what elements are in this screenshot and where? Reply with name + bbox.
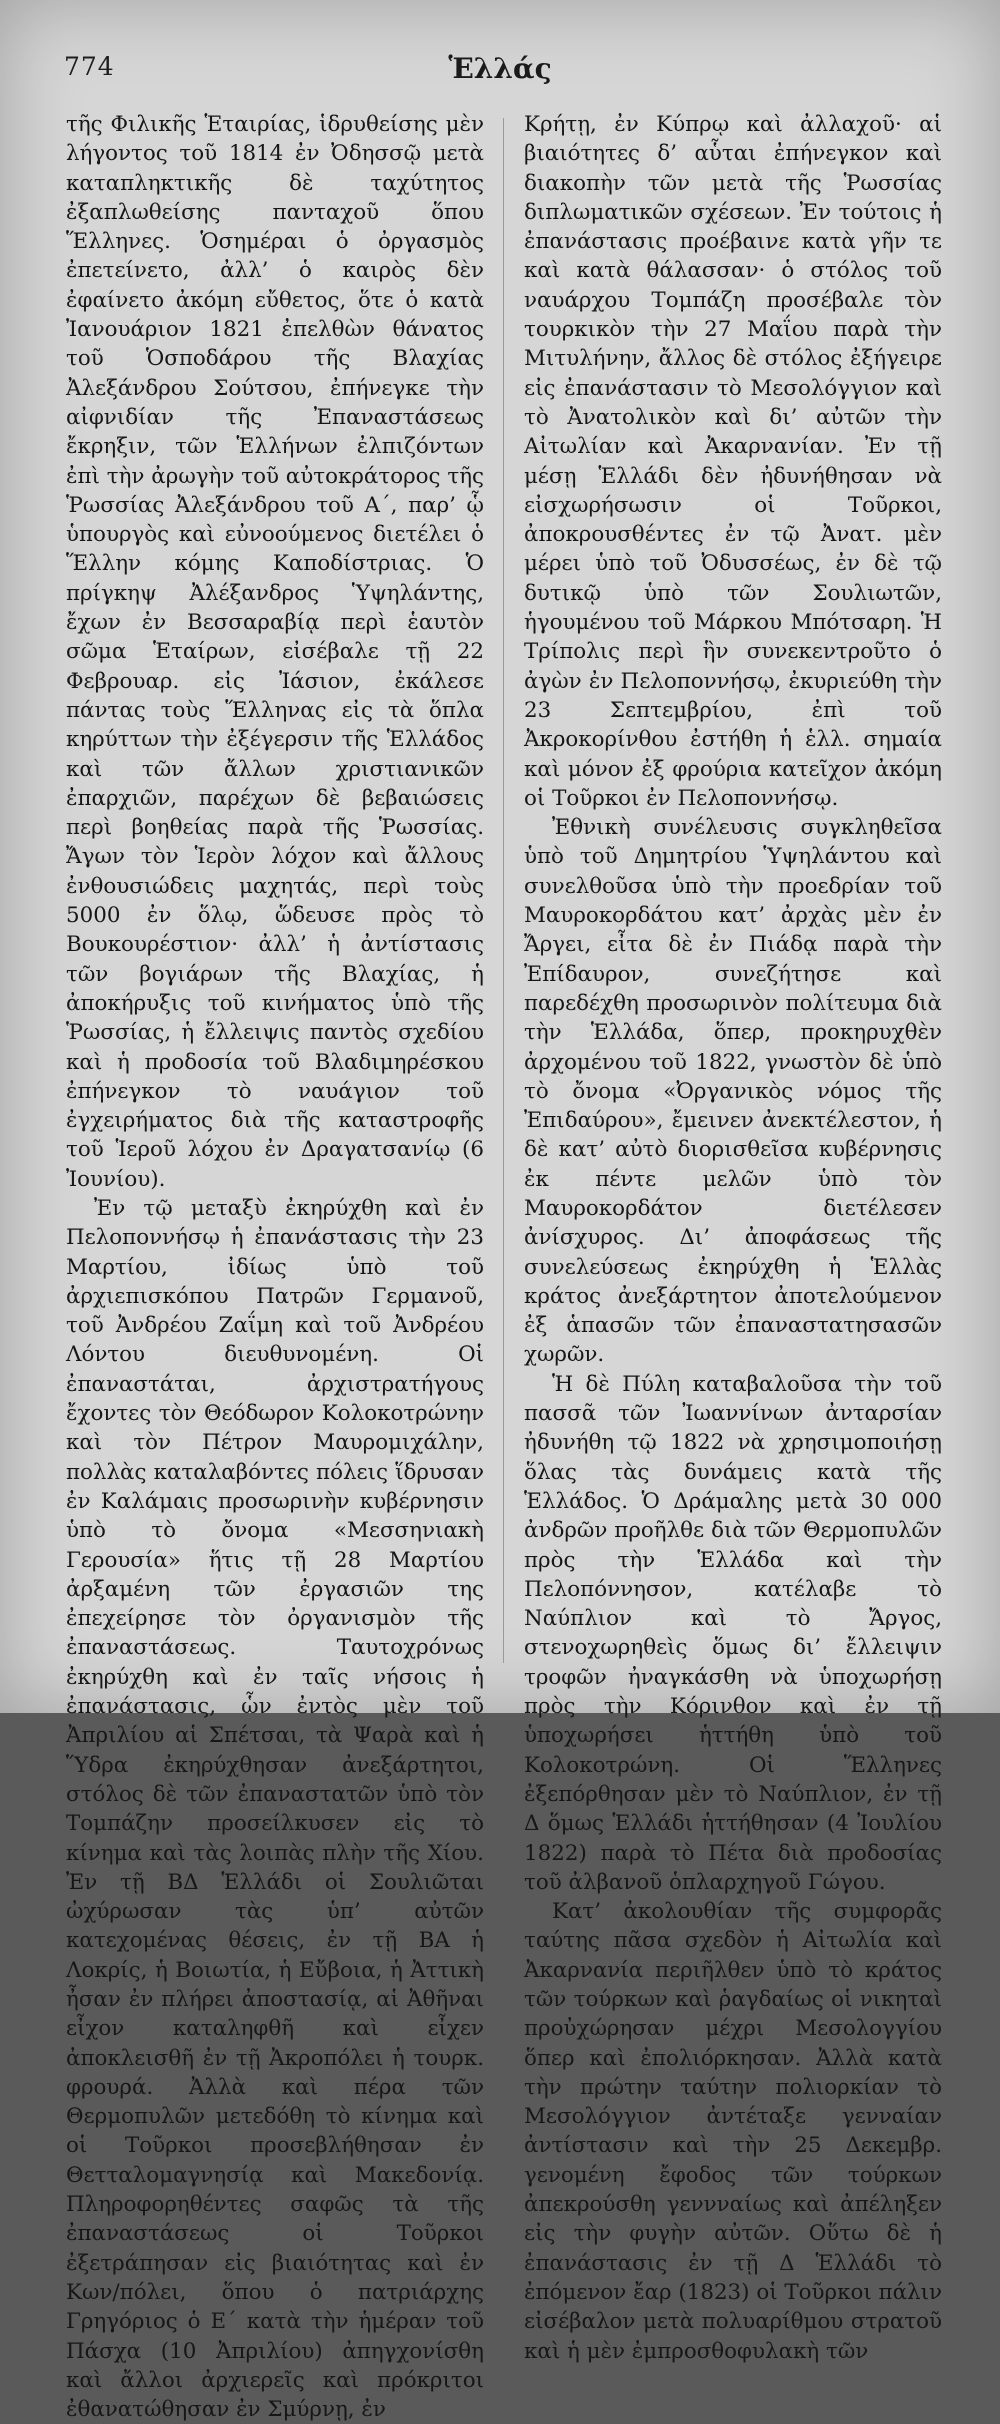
right-paragraph-1: Κρήτῃ, ἐν Κύπρῳ καὶ ἀλλαχοῦ· αἱ βιαιότητες δ’ αὗται ἐπήνεγκον καὶ διακοπὴν τῶν μετὰ τῆς Ῥωσσίας διπλωματικῶν σχέσεων. Ἐν τούτοις ἡ ἐπανάστασις προέβαινε κατὰ γῆν τε καὶ κατὰ θάλασσαν· ὁ στόλος τοῦ ναυάρχου Τομπάζη προσέβαλε τὸν τουρκικὸν τὴν 27 Μαΐου παρὰ τὴν Μιτυλήνην, ἄλλος δὲ στόλος ἐξήγειρε εἰς ἐπανάστασιν τὸ Μεσολόγγιον καὶ τὸ Ἀνατολικὸν καὶ δι’ αὐτῶν τὴν Αἰτωλίαν καὶ Ἀκαρνανίαν. Ἐν τῇ μέσῃ Ἑλλάδι δὲν ἠδυνήθησαν νὰ εἰσχωρήσωσιν οἱ Τοῦρκοι, ἀποκρουσθέντες ἐν τῷ Ἀνατ. μὲν μέρει ὑπὸ τοῦ Ὀδυσσέως, ἐν δὲ τῷ δυτικῷ ὑπὸ τῶν Σουλιωτῶν, ἡγουμένου τοῦ Μάρκου Μπότσαρη. Ἡ Τρίπολις περὶ ἣν συνεκεντροῦτο ὁ ἀγὼν ἐν Πελοποννήσῳ, ἐκυριεύθη τὴν 23 Σεπτεμβρίου, ἐπὶ τοῦ Ἀκροκορίνθου ἐστήθη ἡ ἑλλ. σημαία καὶ μόνον ἐξ φρούρια κατεῖχον ἀκόμη οἱ Τοῦρκοι ἐν Πελοποννήσῳ. <box>524 112 942 811</box>
right-column <box>524 110 942 2366</box>
left-column <box>66 110 484 2424</box>
running-title: Ἑλλάς <box>448 52 552 85</box>
right-paragraph-4: Κατ’ ἀκολουθίαν τῆς συμφορᾶς ταύτης πᾶσα σχεδὸν ἡ Αἰτωλία καὶ Ἀκαρνανία περιῆλθεν ὑπὸ τὸ κράτος τῶν τούρκων καὶ ῥαγδαίως οἱ νικηταὶ προὐχώρησαν μέχρι Μεσολογγίου ὅπερ καὶ ἐπολιόρκησαν. Ἀλλὰ κατὰ τὴν πρώτην ταύτην πολιορκίαν τὸ Μεσολόγγιον ἀντέταξε γενναίαν ἀντίστασιν καὶ τὴν 25 Δεκεμβρ. γενομένη ἔφοδος τῶν τούρκων ἀπεκρούσθη γεννναίως καὶ ἀπέληξεν εἰς τὴν φυγὴν αὐτῶν. Οὕτω δὲ ἡ ἐπανάστασις ἐν τῇ Δ Ἑλλάδι τὸ ἐπόμενον ἔαρ (1823) οἱ Τοῦρκοι πάλιν εἰσέβαλον μετὰ πολυαρίθμου στρατοῦ καὶ ἡ μὲν ἐμπροσθοφυλακὴ τῶν <box>524 1899 942 2364</box>
left-paragraph-2: Ἐν τῷ μεταξὺ ἐκηρύχθη καὶ ἐν Πελοποννήσῳ ἡ ἐπανάστασις τὴν 23 Μαρτίου, ἰδίως ὑπὸ τοῦ ἀρχιεπισκόπου Πατρῶν Γερμανοῦ, τοῦ Ἀνδρέου Ζαΐμη καὶ τοῦ Ἀνδρέου Λόντου διευθυνομένη. Οἱ ἐπαναστάται, ἀρχιστρατήγους ἔχοντες τὸν Θεόδωρον Κολοκοτρώνην καὶ τὸν Πέτρον Μαυρομιχάλην, πολλὰς καταλαβόντες πόλεις ἵδρυσαν ἐν Καλάμαις προσωρινὴν κυβέρνησιν ὑπὸ τὸ ὄνομα «Μεσσηνιακὴ Γερουσία» ἥτις τῇ 28 Μαρτίου ἀρξαμένη τῶν ἐργασιῶν της ἐπεχείρησε τὸν ὀργανισμὸν τῆς ἐπαναστάσεως. Ταυτοχρόνως ἐκηρύχθη καὶ ἐν ταῖς νήσοις ἡ ἐπανάστασις, ὧν ἐντὸς μὲν τοῦ Ἀπριλίου αἱ Σπέτσαι, τὰ Ψαρὰ καὶ ἡ Ὕδρα ἐκηρύχθησαν ἀνεξάρτητοι, στόλος δὲ τῶν ἐπαναστατῶν ὑπὸ τὸν Τομπάζην προσείλκυσεν εἰς τὸ κίνημα καὶ τὰς λοιπὰς πλὴν τῆς Χίου. Ἐν τῇ ΒΔ Ἑλλάδι οἱ Σουλιῶται ὠχύρωσαν τὰς ὑπ’ αὐτῶν κατεχομένας θέσεις, ἐν τῇ ΒΑ ἡ Λοκρίς, ἡ Βοιωτία, ἡ Εὔβοια, ἡ Ἀττικὴ ἦσαν ἐν πλήρει ἀποστασίᾳ, αἱ Ἀθῆναι εἶχον καταληφθῆ καὶ εἶχεν ἀποκλεισθῆ ἐν τῇ Ἀκροπόλει ἡ τουρκ. φρουρά. Ἀλλὰ καὶ πέρα τῶν Θερμοπυλῶν μετεδόθη τὸ κίνημα καὶ οἱ Τοῦρκοι προσεβλήθησαν ἐν Θετταλομαγνησίᾳ καὶ Μακεδονίᾳ. Πληροφορηθέντες σαφῶς τὰ τῆς ἐπαναστάσεως οἱ Τοῦρκοι ἐξετράπησαν εἰς βιαιότητας καὶ ἐν Κων/πόλει, ὅπου ὁ πατριάρχης Γρηγόριος ὁ Ε´ κατὰ τὴν ἡμέραν τοῦ Πάσχα (10 Ἀπριλίου) ἀπηγχονίσθη καὶ ἄλλοι ἀρχιερεῖς καὶ πρόκριτοι ἐθανατώθησαν ἐν Σμύρνῃ, ἐν <box>66 1195 484 2423</box>
left-paragraph-1: τῆς Φιλικῆς Ἑταιρίας, ἱδρυθείσης μὲν λήγοντος τοῦ 1814 ἐν Ὀδησσῷ μετὰ καταπληκτικῆς δὲ ταχύτητος ἐξαπλωθείσης πανταχοῦ ὅπου Ἕλληνες. Ὁσημέραι ὁ ὀργασμὸς ἐπετείνετο, ἀλλ’ ὁ καιρὸς δὲν ἐφαίνετο ἀκόμη εὔθετος, ὅτε ὁ κατὰ Ἰανουάριον 1821 ἐπελθὼν θάνατος τοῦ Ὁσποδάρου τῆς Βλαχίας Ἀλεξάνδρου Σούτσου, ἐπήνεγκε τὴν αἰφνιδίαν τῆς Ἐπαναστάσεως ἔκρηξιν, τῶν Ἑλλήνων ἐλπιζόντων ἐπὶ τὴν ἀρωγὴν τοῦ αὐτοκράτορος τῆς Ῥωσσίας Ἀλεξάνδρου τοῦ Α´, παρ’ ᾧ ὑπουργὸς καὶ εὐνοούμενος διετέλει ὁ Ἕλλην κόμης Καποδίστριας. Ὁ πρίγκηψ Ἀλέξανδρος Ὑψηλάντης, ἔχων ἐν Βεσσαραβίᾳ περὶ ἑαυτὸν σῶμα Ἑταίρων, εἰσέβαλε τῇ 22 Φεβρουαρ. εἰς Ἰάσιον, ἐκάλεσε πάντας τοὺς Ἕλληνας εἰς τὰ ὅπλα κηρύττων τὴν ἐξέγερσιν τῆς Ἑλλάδος καὶ τῶν ἄλλων χριστιανικῶν ἐπαρχιῶν, παρέχων δὲ βεβαιώσεις περὶ βοηθείας παρὰ τῆς Ῥωσσίας. Ἄγων τὸν Ἱερὸν λόχον καὶ ἄλλους ἐνθουσιώδεις μαχητάς, περὶ τοὺς 5000 ἐν ὅλῳ, ὥδευσε πρὸς τὸ Βουκουρέστιον· ἀλλ’ ἡ ἀντίστασις τῶν βογιάρων τῆς Βλαχίας, ἡ ἀποκήρυξις τοῦ κινήματος ὑπὸ τῆς Ῥωσσίας, ἡ ἔλλειψις παντὸς σχεδίου καὶ ἡ προδοσία τοῦ Βλαδιμηρέσκου ἐπήνεγκον τὸ ναυάγιον τοῦ ἐγχειρήματος διὰ τῆς καταστροφῆς τοῦ Ἱεροῦ λόχου ἐν Δραγατσανίῳ (6 Ἰουνίου). <box>66 112 484 1192</box>
right-paragraph-2: Ἐθνικὴ συνέλευσις συγκληθεῖσα ὑπὸ τοῦ Δημητρίου Ὑψηλάντου καὶ συνελθοῦσα ὑπὸ τὴν προεδρίαν τοῦ Μαυροκορδάτου κατ’ ἀρχὰς μὲν ἐν Ἄργει, εἶτα δὲ ἐν Πιάδᾳ παρὰ τὴν Ἐπίδαυρον, συνεζήτησε καὶ παρεδέχθη προσωρινὸν πολίτευμα διὰ τὴν Ἑλλάδα, ὅπερ, προκηρυχθὲν ἀρχομένου τοῦ 1822, γνωστὸν δὲ ὑπὸ τὸ ὄνομα «Ὀργανικὸς νόμος τῆς Ἐπιδαύρου», ἔμεινεν ἀνεκτέλεστον, ἡ δὲ κατ’ αὐτὸ διορισθεῖσα κυβέρνησις ἐκ πέντε μελῶν ὑπὸ τὸν Μαυροκορδάτον διετέλεσεν ἀνίσχυρος. Δι’ ἀποφάσεως τῆς συνελεύσεως ἐκηρύχθη ἡ Ἑλλὰς κράτος ἀνεξάρτητον ἀποτελούμενον ἐξ ἁπασῶν τῶν ἐπαναστατησασῶν χωρῶν. <box>524 815 942 1368</box>
column-divider <box>503 118 504 1663</box>
right-paragraph-3: Ἡ δὲ Πύλη καταβαλοῦσα τὴν τοῦ πασσᾶ τῶν Ἰωαννίνων ἀνταρσίαν ἠδυνήθη τῷ 1822 νὰ χρησιμοποιήσῃ ὅλας τὰς δυνάμεις κατὰ τῆς Ἑλλάδος. Ὁ Δράμαλης μετὰ 30 000 ἀνδρῶν προῆλθε διὰ τῶν Θερμοπυλῶν πρὸς τὴν Ἑλλάδα καὶ τὴν Πελοπόννησον, κατέλαβε τὸ Ναύπλιον καὶ τὸ Ἄργος, στενοχωρηθεὶς ὅμως δι’ ἔλλειψιν τροφῶν ἠναγκάσθη νὰ ὑποχωρήσῃ πρὸς τὴν Κόρινθον καὶ ἐν τῇ ὑποχωρήσει ἡττήθη ὑπὸ τοῦ Κολοκοτρώνη. Οἱ Ἕλληνες ἐξεπόρθησαν μὲν τὸ Ναύπλιον, ἐν τῇ Δ ὅμως Ἑλλάδι ἡττήθησαν (4 Ἰουλίου 1822) παρὰ τὸ Πέτα διὰ προδοσίας τοῦ ἀλβανοῦ ὁπλαρχηγοῦ Γώγου. <box>524 1371 942 1895</box>
page-number: 774 <box>64 52 115 81</box>
